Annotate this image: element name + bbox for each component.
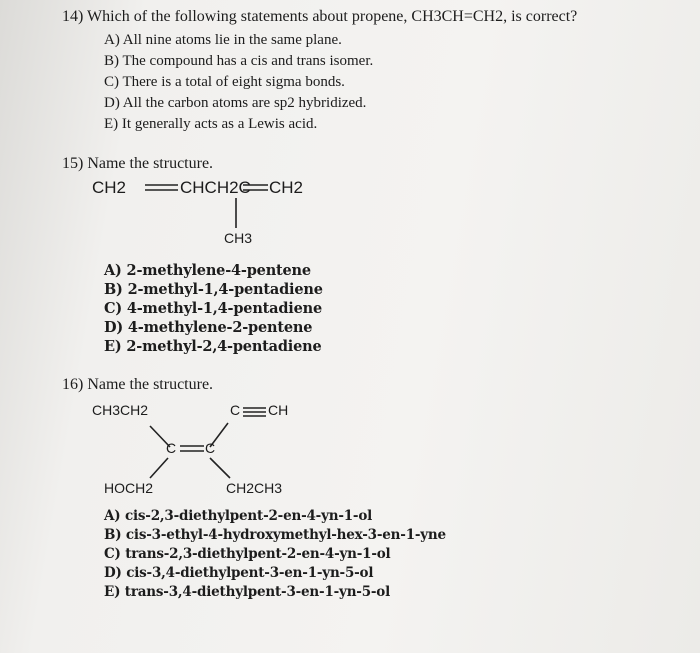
q15-option-c: C) 4-methyl-1,4-pentadiene	[104, 300, 322, 317]
q15-middle-chain: CHCH2C	[180, 178, 251, 197]
q16-center-c1: C	[166, 440, 177, 456]
q16-alkyne-ch: CH	[268, 402, 289, 418]
q16-option-b: B) cis-3-ethyl-4-hydroxymethyl-hex-3-en-1-yne	[104, 527, 446, 543]
q15-left-ch2: CH2	[92, 178, 127, 197]
q16-top-left-ethyl: CH3CH2	[92, 402, 149, 418]
q15-right-ch2: CH2	[269, 178, 304, 197]
q15-option-d: D) 4-methylene-2-pentene	[104, 319, 313, 336]
q15-option-e: E) 2-methyl-2,4-pentadiene	[104, 338, 322, 355]
q15-title: 15) Name the structure.	[62, 155, 214, 172]
q16-bottom-left-hoch2: HOCH2	[104, 480, 154, 496]
q14-option-d: D) All the carbon atoms are sp2 hybridized.	[104, 95, 367, 111]
q14-option-e: E) It generally acts as a Lewis acid.	[104, 116, 318, 132]
q16-center-c2: C	[205, 440, 216, 456]
q16-bottom-right-ethyl: CH2CH3	[226, 480, 283, 496]
q16-option-d: D) cis-3,4-diethylpent-3-en-1-yn-5-ol	[104, 565, 374, 581]
q15-branch-ch3: CH3	[224, 230, 253, 246]
q16-title: 16) Name the structure.	[62, 376, 214, 393]
q14-title: 14) Which of the following statements about propene, CH3CH=CH2, is correct?	[62, 8, 578, 25]
q14-option-a: A) All nine atoms lie in the same plane.	[104, 32, 342, 48]
q16-option-c: C) trans-2,3-diethylpent-2-en-4-yn-1-ol	[104, 546, 391, 562]
q16-option-e: E) trans-3,4-diethylpent-3-en-1-yn-5-ol	[104, 584, 391, 600]
q16-alkyne-c: C	[230, 402, 241, 418]
q16-option-a: A) cis-2,3-diethylpent-2-en-4-yn-1-ol	[104, 508, 373, 524]
q14-option-c: C) There is a total of eight sigma bonds.	[104, 74, 345, 90]
q15-option-a: A) 2-methylene-4-pentene	[104, 262, 311, 279]
q15-option-b: B) 2-methyl-1,4-pentadiene	[104, 281, 323, 298]
q14-option-b: B) The compound has a cis and trans isomer.	[104, 53, 374, 69]
